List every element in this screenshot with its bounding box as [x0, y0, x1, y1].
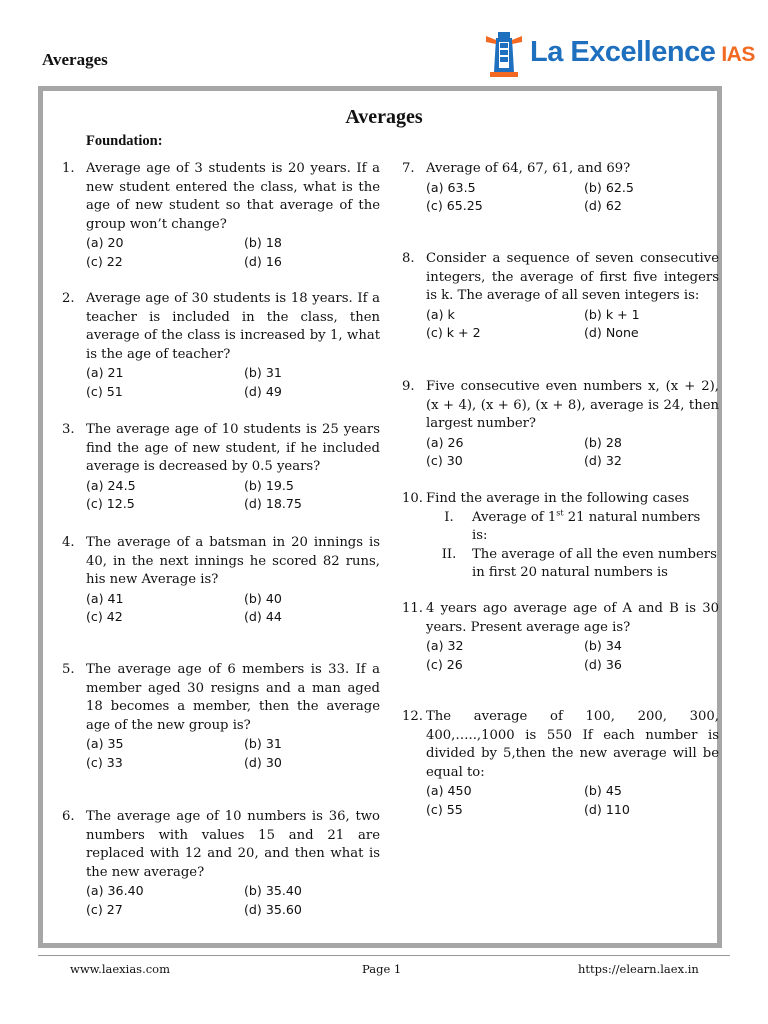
option-a: (a) k	[426, 306, 455, 322]
question-number: 1.	[62, 161, 75, 176]
header-title: Averages	[42, 50, 108, 69]
question-8	[402, 250, 719, 343]
question-number: 2.	[62, 291, 75, 306]
question-text: Consider a sequence of seven consecutive integers, the average of first five integers is k. The average of all seven integers is:	[426, 251, 719, 304]
option-d: (d) 36	[584, 656, 622, 672]
subquestion-text: The average of all the even numbers in first 20 natural numbers is	[472, 546, 717, 581]
subquestion-text-part: Average of 1	[472, 509, 557, 525]
option-d: (d) 35.60	[244, 901, 302, 917]
question-number: 5.	[62, 662, 75, 677]
question-number: 7.	[402, 161, 415, 176]
subquestion-number: I.	[444, 509, 454, 525]
option-b: (b) 34	[584, 638, 622, 654]
question-7	[402, 160, 719, 216]
subquestion-number: II.	[441, 546, 457, 562]
question-number: 6.	[62, 809, 75, 824]
question-2	[62, 290, 380, 402]
option-c: (c) k + 2	[426, 325, 481, 341]
option-d: (d) None	[584, 325, 639, 341]
question-3	[62, 421, 380, 514]
option-a: (a) 21	[86, 365, 124, 381]
question-number: 3.	[62, 422, 75, 437]
option-d: (d) 49	[244, 383, 282, 399]
option-b: (b) 45	[584, 783, 622, 799]
option-b: (b) 31	[244, 365, 282, 381]
question-11	[402, 600, 719, 674]
question-1	[62, 160, 380, 272]
option-a: (a) 20	[86, 235, 124, 251]
option-b: (b) 35.40	[244, 883, 302, 899]
option-c: (c) 55	[426, 801, 463, 817]
option-b: (b) 31	[244, 736, 282, 752]
option-d: (d) 16	[244, 253, 282, 269]
question-text: The average age of 6 members is 33. If a member aged 30 resigns and a man aged 18 becomes a member, then the average age of the new group is?	[86, 662, 380, 733]
option-a: (a) 35	[86, 736, 124, 752]
option-b: (b) 18	[244, 235, 282, 251]
subquestion-1	[426, 509, 719, 546]
logo-ias-text: IAS	[721, 43, 755, 66]
option-a: (a) 41	[86, 590, 124, 606]
question-text: Five consecutive even numbers x, (x + 2), (x + 4), (x + 6), (x + 8), average is 24, then largest number?	[426, 379, 719, 432]
option-d: (d) 62	[584, 198, 622, 214]
question-text: Average age of 30 students is 18 years. If a teacher is included in the class, then average of the class is increased by 1, what is the age of teacher?	[86, 291, 380, 362]
question-text: 4 years ago average age of A and B is 30 years. Present average age is?	[426, 601, 719, 635]
option-d: (d) 110	[584, 801, 630, 817]
question-text: The average of a batsman in 20 innings is 40, in the next innings he scored 82 runs, his new Average is?	[86, 535, 380, 588]
question-6	[62, 808, 380, 920]
question-number: 9.	[402, 379, 415, 394]
option-d: (d) 18.75	[244, 496, 302, 512]
option-c: (c) 30	[426, 453, 463, 469]
option-c: (c) 27	[86, 901, 123, 917]
option-a: (a) 32	[426, 638, 464, 654]
option-b: (b) 28	[584, 434, 622, 450]
option-a: (a) 24.5	[86, 477, 136, 493]
option-d: (d) 30	[244, 754, 282, 770]
question-number: 8.	[402, 251, 415, 266]
option-c: (c) 65.25	[426, 198, 483, 214]
page-title: Averages	[345, 106, 423, 128]
logo-main-text: La Excellence	[530, 36, 716, 68]
question-12	[402, 708, 719, 820]
subquestion-text	[472, 509, 719, 546]
option-b: (b) 40	[244, 590, 282, 606]
option-d: (d) 32	[584, 453, 622, 469]
section-heading: Foundation:	[86, 133, 163, 149]
question-9	[402, 378, 719, 471]
option-a: (a) 36.40	[86, 883, 144, 899]
question-number: 11.	[402, 601, 423, 616]
footer-elearn-link[interactable]: https://elearn.laex.in	[578, 962, 699, 976]
option-b: (b) 19.5	[244, 477, 294, 493]
option-c: (c) 42	[86, 609, 123, 625]
question-text: The average age of 10 students is 25 years find the age of new student, if he included average is decreased by 0.5 years?	[86, 422, 380, 475]
question-text: Find the average in the following cases	[426, 491, 690, 506]
option-b: (b) 62.5	[584, 179, 634, 195]
question-number: 4.	[62, 535, 75, 550]
option-b: (b) k + 1	[584, 306, 640, 322]
option-c: (c) 33	[86, 754, 123, 770]
footer-divider	[38, 955, 730, 956]
question-5	[62, 661, 380, 773]
page-number: Page 1	[362, 962, 402, 976]
option-a: (a) 63.5	[426, 179, 476, 195]
option-c: (c) 51	[86, 383, 123, 399]
question-text: The average age of 10 numbers is 36, two numbers with values 15 and 21 are replaced with 12 and 20, and then what is the new average?	[86, 809, 380, 880]
subquestion-2	[426, 546, 719, 583]
brand-logo	[484, 30, 755, 80]
question-text: Average of 64, 67, 61, and 69?	[426, 161, 631, 176]
subquestion-text-part: 21 natural numbers is:	[472, 509, 701, 544]
lighthouse-logo-icon	[484, 30, 524, 78]
option-c: (c) 26	[426, 656, 463, 672]
question-number: 12.	[402, 709, 423, 724]
option-c: (c) 22	[86, 253, 123, 269]
option-a: (a) 450	[426, 783, 472, 799]
question-text: The average of 100, 200, 300, 400,…..,1000 is 550 If each number is divided by 5,then the new average will be equal to:	[426, 709, 719, 780]
option-d: (d) 44	[244, 609, 282, 625]
option-a: (a) 26	[426, 434, 464, 450]
option-c: (c) 12.5	[86, 496, 135, 512]
question-10	[402, 490, 719, 583]
superscript: st	[556, 508, 564, 518]
footer-website-link[interactable]: www.laexias.com	[70, 962, 171, 976]
question-text: Average age of 3 students is 20 years. If a new student entered the class, what is the age of new student so that average of the group won’t change?	[86, 161, 380, 232]
question-number: 10.	[402, 491, 423, 506]
question-4	[62, 534, 380, 627]
